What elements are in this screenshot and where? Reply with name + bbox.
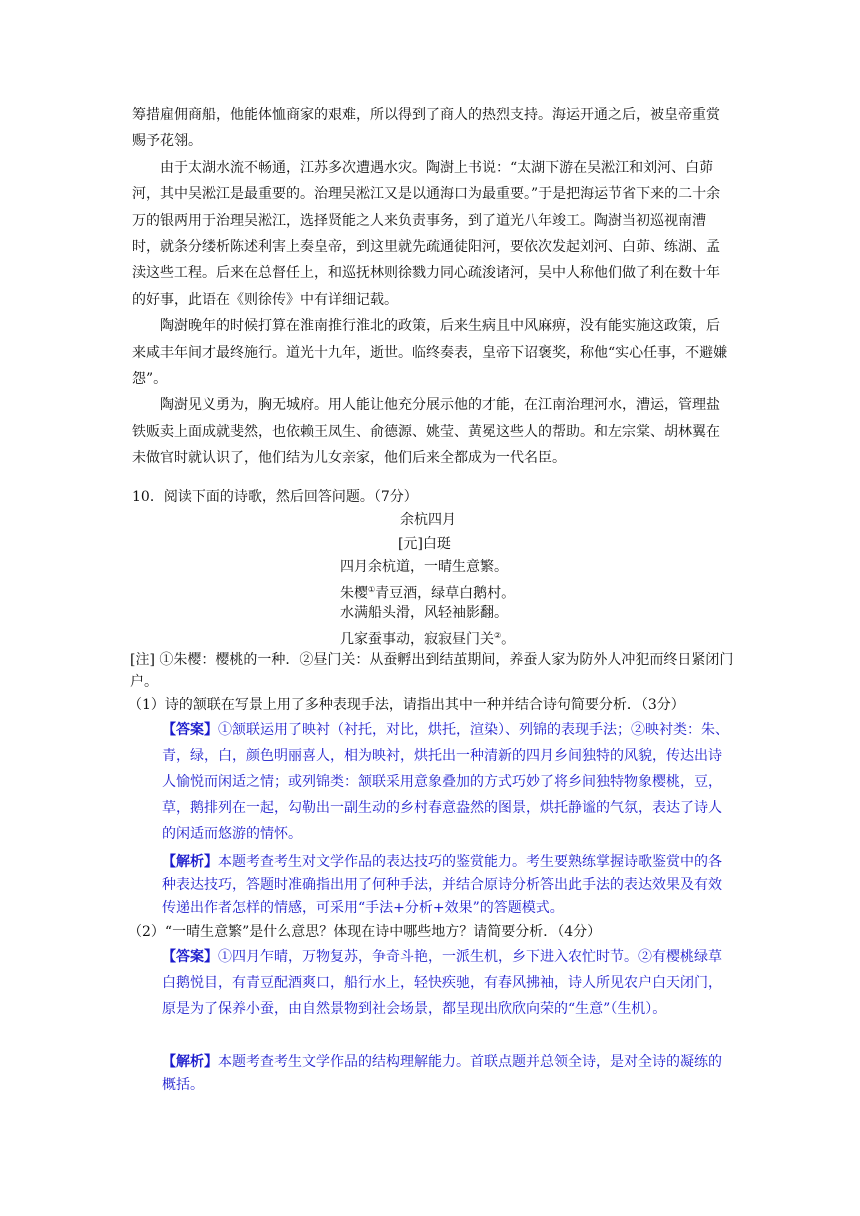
question-10-heading: 10．阅读下面的诗歌，然后回答问题。（7分） xyxy=(132,489,418,505)
poem-author: [元]白珽 xyxy=(398,536,451,552)
sub-question-1: （1）诗的颔联在写景上用了多种表现手法，请指出其中一种并结合诗句简要分析．（3分） xyxy=(128,697,685,713)
answer-text: ①颔联运用了映衬（衬托，对比，烘托，渲染）、列锦的表现手法；②映衬类：朱、青，绿，白，颜色明丽喜人，相为映衬，烘托出一种清新的四月乡间独特的风貌，传达出诗人愉悦而闲适之情；或列锦类：颔联采用意象叠加的方式巧妙了将乡间独特物象樱桃，豆，草，鹅排列在一起，勾勒出一副生动的乡村春意盎然的图景，烘托静谧的气氛，表达了诗人的闲适而悠游的情怀。 xyxy=(162,722,729,842)
poem-title: 余杭四月 xyxy=(400,512,456,528)
poem-text: 几家蚕事动，寂寂昼门关 xyxy=(340,631,494,648)
poem-line xyxy=(340,580,515,604)
poem-text: 青豆酒，绿草白鹅村。 xyxy=(375,585,516,602)
analysis-text: 本题考查考生文学作品的结构理解能力。首联点题并总领全诗，是对全诗的凝练的概括。 xyxy=(162,1054,722,1093)
answer-tag: 【答案】 xyxy=(162,949,218,965)
analysis-1 xyxy=(162,851,734,920)
passage-paragraph: 陶澍见义勇为，胸无城府。用人能让他充分展示他的才能，在江南治理河水，漕运，管理盐铁贩卖上面成就斐然，也依赖王凤生、俞德源、姚莹、黄冕这些人的帮助。和左宗棠、胡林翼在未做官时就认识了，他们结为儿女亲家，他们后来全都成为一代名臣。 xyxy=(132,397,720,467)
poem-line xyxy=(340,626,515,650)
passage-paragraph: 筹措雇佣商船，他能体恤商家的艰难，所以得到了商人的热烈支持。海运开通之后，被皇帝重赏赐予花翎。 xyxy=(132,107,720,150)
sub-question-2: （2）“一晴生意繁”是什么意思？体现在诗中哪些地方？请简要分析．（4分） xyxy=(128,924,602,940)
passage-paragraph: 由于太湖水流不畅通，江苏多次遭遇水灾。陶澍上书说：“太湖下游在吴淞江和刘河、白茆河，其中吴淞江是最重要的。治理吴淞江又是以通海口为最重要。”于是把海运节省下来的二十余万的银两用于治理吴淞江，选择贤能之人来负责事务，到了道光八年竣工。陶澍当初巡视南漕时，就条分缕析陈述利害上奏皇帝，到这里就先疏通徒阳河，要依次发起刘河、白茆、练湖、孟渎这些工程。后来在总督任上，和巡抚林则徐戮力同心疏浚诸河，吴中人称他们做了利在数十年的好事，此语在《则徐传》中有详细记载。 xyxy=(132,159,721,308)
footnote-marker: ② xyxy=(494,631,502,640)
analysis-2 xyxy=(162,1051,734,1097)
poem-notes: [注] ①朱樱：樱桃的一种．②昼门关：从蚕孵出到结茧期间，养蚕人家为防外人冲犯而终日紧闭门户。 xyxy=(130,652,734,690)
poem-line: 四月余杭道，一晴生意繁。 xyxy=(340,559,508,575)
analysis-tag: 【解析】 xyxy=(162,854,218,870)
answer-2 xyxy=(162,944,734,1022)
poem-text: 。 xyxy=(501,631,516,648)
analysis-text: 本题考查考生对文学作品的表达技巧的鉴赏能力。考生要熟练掌握诗歌鉴赏中的各种表达技巧，答题时准确指出用了何种手法，并结合原诗分析答出此手法的表达效果及有效传递出作者怎样的情感，可采用“手法+分析+效果”的答题模式。 xyxy=(162,854,722,916)
passage-translation xyxy=(132,102,732,472)
poem-line: 水满船头滑，风轻袖影翻。 xyxy=(340,605,508,621)
footnote-marker: ① xyxy=(368,585,376,594)
answer-1 xyxy=(162,717,734,847)
answer-text: ①四月乍晴，万物复苏，争奇斗艳，一派生机，乡下进入农忙时节。②有樱桃绿草白鹅悦目，有青豆配酒爽口，船行水上，轻快疾驰，有春风拂袖，诗人所见农户白天闭门，原是为了保养小蚕，由自然景物到社会场景，都呈现出欣欣向荣的“生意”（生机）。 xyxy=(162,949,722,1017)
analysis-tag: 【解析】 xyxy=(162,1054,218,1070)
poem-text: 朱樱 xyxy=(340,585,368,602)
answer-tag: 【答案】 xyxy=(162,722,218,738)
passage-paragraph: 陶澍晚年的时候打算在淮南推行淮北的政策，后来生病且中风麻痹，没有能实施这政策，后来咸丰年间才最终施行。道光十九年，逝世。临终奏表，皇帝下诏褒奖，称他“实心任事，不避嫌怨”。 xyxy=(132,318,728,388)
